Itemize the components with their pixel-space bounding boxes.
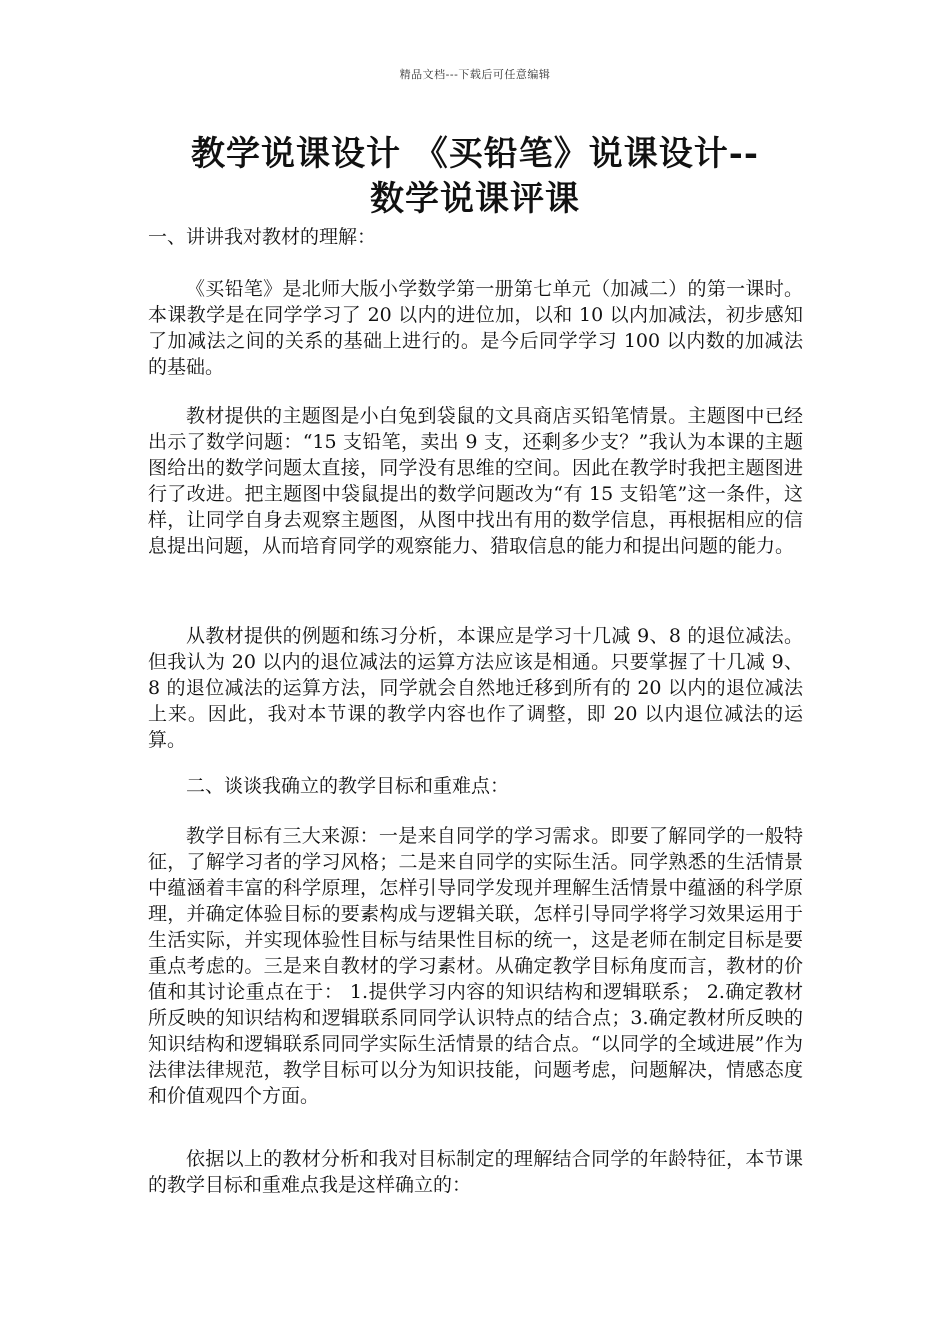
title-line-2: 数学说课评课 [370, 179, 580, 219]
paragraph-5: 依据以上的教材分析和我对目标制定的理解结合同学的年龄特征，本节课的教学目标和重难点我是这样确立的： [148, 1148, 803, 1196]
title-line-1: 教学说课设计 《买铅笔》说课设计-- [190, 134, 760, 174]
paragraph-3: 从教材提供的例题和练习分析，本课应是学习十几减 9、8 的退位减法。但我认为 20 以内的退位减法的运算方法应该是相通。只要掌握了十几减 9、8 的退位减法的运算方法，同学就会自然地迁移到所有的 20 以内的退位减法上来。因此，我对本节课的教学内容也作了调整，即 20 以内退位减法的运算。 [148, 625, 803, 751]
page-header: 精品文档---下载后可任意编辑 [399, 68, 551, 81]
section-1-heading: 一、讲讲我对教材的理解： [148, 226, 377, 248]
paragraph-4: 教学目标有三大来源：一是来自同学的学习需求。即要了解同学的一般特征，了解学习者的学习风格；二是来自同学的实际生活。同学熟悉的生活情景中蕴涵着丰富的科学原理，怎样引导同学发现并理解生活情景中蕴涵的科学原理，并确定体验目标的要素构成与逻辑关联，怎样引导同学将学习效果运用于生活实际，并实现体验性目标与结果性目标的统一，这是老师在制定目标是要重点考虑的。三是来自教材的学习素材。从确定教学目标角度而言，教材的价值和其讨论重点在于： 1.提供学习内容的知识结构和逻辑联系； 2.确定教材所反映的知识结构和逻辑联系同同学认识特点的结合点；3.确定教材所反映的知识结构和逻辑联系同同学实际生活情景的结合点。“以同学的全域进展”作为法律法律规范，教学目标可以分为知识技能，问题考虑，问题解决，情感态度和价值观四个方面。 [148, 825, 803, 1107]
paragraph-1: 《买铅笔》是北师大版小学数学第一册第七单元（加减二）的第一课时。本课教学是在同学学习了 20 以内的进位加，以和 10 以内加减法，初步感知了加减法之间的关系的基础上进行的。是今后同学学习 100 以内数的加减法的基础。 [148, 278, 803, 378]
paragraph-2: 教材提供的主题图是小白兔到袋鼠的文具商店买铅笔情景。主题图中已经出示了数学问题：“15 支铅笔，卖出 9 支，还剩多少支？”我认为本课的主题图给出的数学问题太直接，同学没有思维的空间。因此在教学时我把主题图进行了改进。把主题图中袋鼠提出的数学问题改为“有 15 支铅笔”这一条件，这样，让同学自身去观察主题图，从图中找出有用的数学信息，再根据相应的信息提出问题，从而培育同学的观察能力、猎取信息的能力和提出问题的能力。 [148, 405, 803, 557]
section-2-heading: 二、谈谈我确立的教学目标和重难点： [186, 775, 510, 797]
